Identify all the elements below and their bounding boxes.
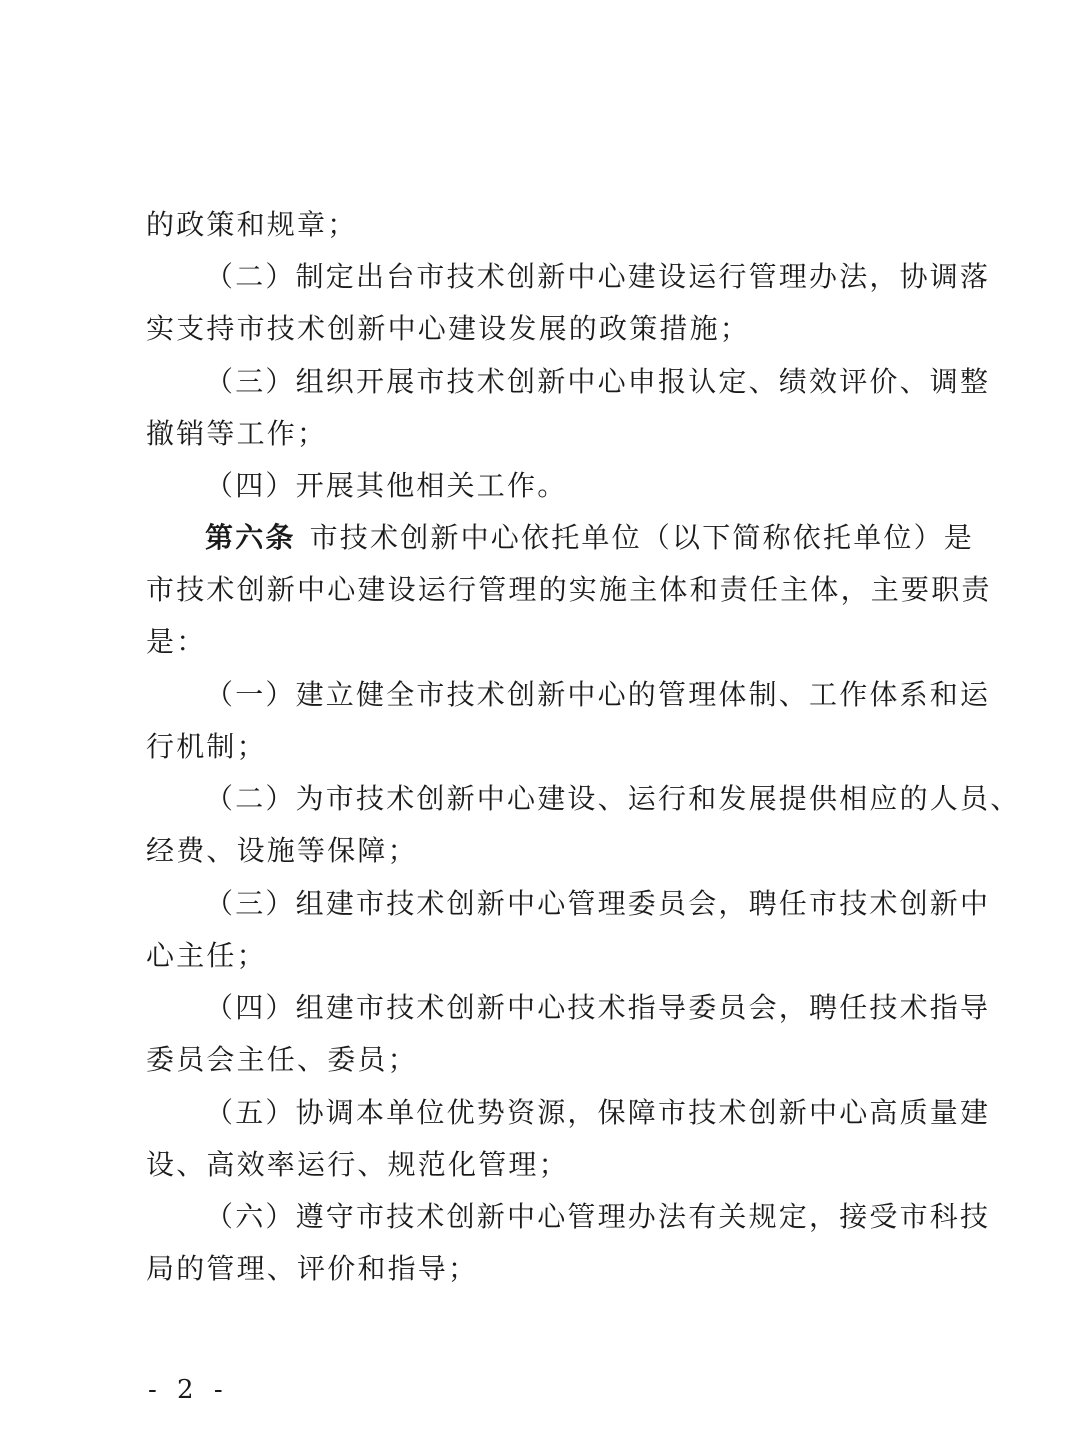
text-line: （四）组建市技术创新中心技术指导委员会，聘任技术指导 (205, 991, 991, 1024)
text-line: （四）开展其他相关工作。 (205, 469, 568, 502)
article-text: 市技术创新中心依托单位（以下简称依托单位）是 (309, 521, 975, 554)
text-line: 撤销等工作； (146, 417, 328, 450)
text-line: 行机制； (146, 730, 267, 763)
text-line: 委员会主任、委员； (146, 1043, 418, 1076)
text-line: 局的管理、评价和指导； (146, 1252, 479, 1285)
text-line: 市技术创新中心建设运行管理的实施主体和责任主体，主要职责 (146, 573, 992, 606)
text-line: 心主任； (146, 939, 267, 972)
article-line (205, 518, 975, 558)
text-line: 设、高效率运行、规范化管理； (146, 1148, 569, 1181)
article-heading: 第六条 (205, 521, 296, 554)
text-line: （二）为市技术创新中心建设、运行和发展提供相应的人员、 (205, 782, 1021, 815)
text-line: 的政策和规章； (146, 208, 358, 241)
text-line: 是： (146, 625, 207, 658)
page-number: - 2 - (148, 1375, 229, 1405)
text-line: （五）协调本单位优势资源，保障市技术创新中心高质量建 (205, 1096, 991, 1129)
text-line: 实支持市技术创新中心建设发展的政策措施； (146, 312, 751, 345)
text-line: （三）组织开展市技术创新中心申报认定、绩效评价、调整 (205, 365, 991, 398)
text-line: （三）组建市技术创新中心管理委员会，聘任市技术创新中 (205, 887, 991, 920)
text-line: （二）制定出台市技术创新中心建设运行管理办法，协调落 (205, 260, 991, 293)
text-line: （六）遵守市技术创新中心管理办法有关规定，接受市科技 (205, 1200, 991, 1233)
text-line: 经费、设施等保障； (146, 834, 418, 867)
text-line: （一）建立健全市技术创新中心的管理体制、工作体系和运 (205, 678, 991, 711)
